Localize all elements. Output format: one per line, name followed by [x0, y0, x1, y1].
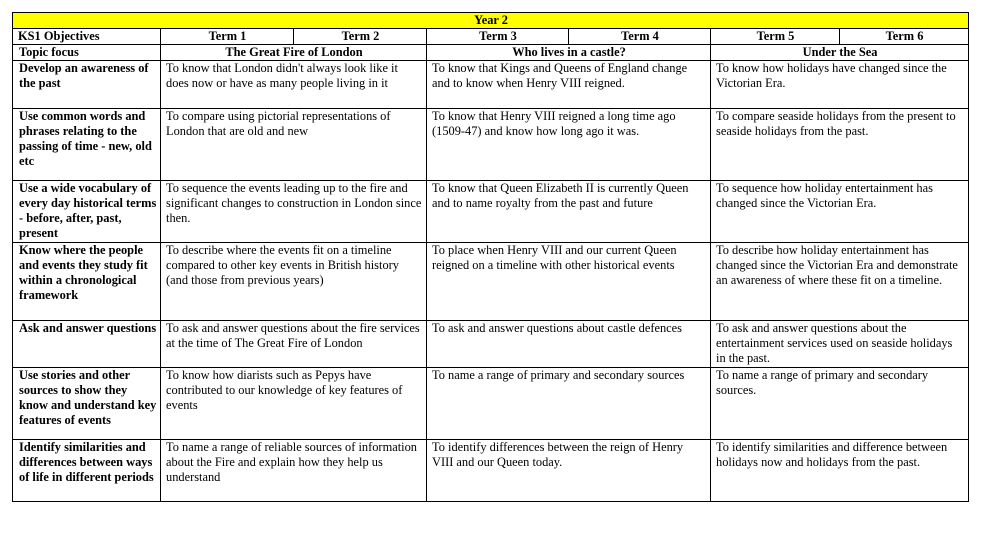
term-header: Term 2 — [294, 29, 427, 45]
objective-cell: To know that Henry VIII reigned a long time ago (1509-47) and know how long ago it was. — [427, 109, 711, 181]
table-row — [13, 109, 969, 181]
objective-cell: To know how holidays have changed since the Victorian Era. — [711, 61, 969, 109]
term-header: Term 3 — [427, 29, 569, 45]
objective-cell: To know that London didn't always look like it does now or have as many people living in it — [161, 61, 427, 109]
objective-cell: To name a range of primary and secondary sources. — [711, 368, 969, 440]
objective-cell: To describe where the events fit on a timeline compared to other key events in British history (and those from previous years) — [161, 243, 427, 321]
objective-cell: To identify differences between the reign of Henry VIII and our Queen today. — [427, 440, 711, 502]
table-row — [13, 368, 969, 440]
objective-cell: To sequence how holiday entertainment has changed since the Victorian Era. — [711, 181, 969, 243]
objective-cell: To know that Queen Elizabeth II is currently Queen and to name royalty from the past and future — [427, 181, 711, 243]
table-row — [13, 243, 969, 321]
table-row — [13, 321, 969, 368]
objective-cell: To ask and answer questions about the entertainment services used on seaside holidays in the past. — [711, 321, 969, 368]
table-row — [13, 181, 969, 243]
objective-label: Use stories and other sources to show they know and understand key features of events — [13, 368, 161, 440]
objective-cell: To compare using pictorial representations of London that are old and new — [161, 109, 427, 181]
objective-cell: To name a range of primary and secondary sources — [427, 368, 711, 440]
objective-cell: To know how diarists such as Pepys have contributed to our knowledge of key features of events — [161, 368, 427, 440]
curriculum-table — [12, 12, 969, 502]
objective-label: Use common words and phrases relating to the passing of time - new, old etc — [13, 109, 161, 181]
objective-cell: To describe how holiday entertainment has changed since the Victorian Era and demonstrate an awareness of where these fit on a timeline. — [711, 243, 969, 321]
objective-cell: To identify similarities and difference between holidays now and holidays from the past. — [711, 440, 969, 502]
term-header: Term 4 — [569, 29, 711, 45]
objective-cell: To compare seaside holidays from the present to seaside holidays from the past. — [711, 109, 969, 181]
objective-label: Use a wide vocabulary of every day historical terms - before, after, past, present — [13, 181, 161, 243]
objective-label: Ask and answer questions — [13, 321, 161, 368]
term-header: Term 5 — [711, 29, 840, 45]
objective-cell: To ask and answer questions about castle defences — [427, 321, 711, 368]
objective-label: Develop an awareness of the past — [13, 61, 161, 109]
objective-cell: To know that Kings and Queens of England change and to know when Henry VIII reigned. — [427, 61, 711, 109]
objective-label: Identify similarities and differences between ways of life in different periods — [13, 440, 161, 502]
topic-focus-label: Topic focus — [13, 45, 161, 61]
topic-title: Who lives in a castle? — [427, 45, 711, 61]
objective-cell: To sequence the events leading up to the fire and significant changes to construction in London since then. — [161, 181, 427, 243]
term-header: Term 6 — [840, 29, 969, 45]
objective-cell: To place when Henry VIII and our current Queen reigned on a timeline with other historical events — [427, 243, 711, 321]
term-header: Term 1 — [161, 29, 294, 45]
objective-cell: To ask and answer questions about the fire services at the time of The Great Fire of London — [161, 321, 427, 368]
table-row — [13, 440, 969, 502]
year-banner: Year 2 — [13, 13, 969, 29]
ks1-objectives-header: KS1 Objectives — [13, 29, 161, 45]
table-row — [13, 61, 969, 109]
topic-title: Under the Sea — [711, 45, 969, 61]
objective-label: Know where the people and events they study fit within a chronological framework — [13, 243, 161, 321]
objective-cell: To name a range of reliable sources of information about the Fire and explain how they help us understand — [161, 440, 427, 502]
topic-title: The Great Fire of London — [161, 45, 427, 61]
